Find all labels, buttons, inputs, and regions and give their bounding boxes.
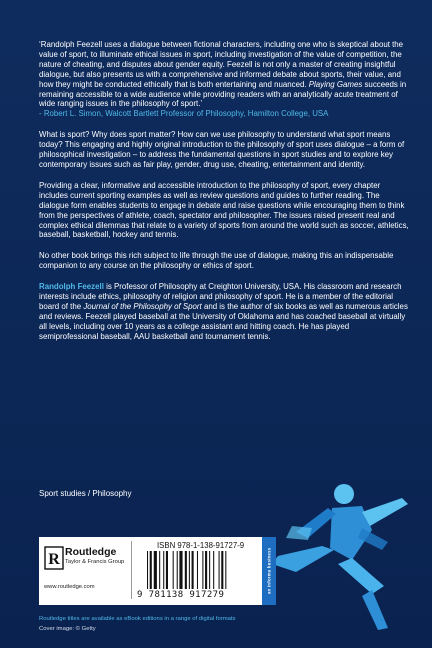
- publisher-group: Taylor & Francis Group: [65, 559, 125, 565]
- author-bio-text-2: and is the author of six books as well as numerous articles and reviews. Feezell played baseball at the University of Oklahoma and has coached baseball at virtually all levels, including over 10 years as a college assistant and hitting coach. He has played semiprofessional baseball, AAU basketball and tournament tennis.: [39, 301, 408, 341]
- svg-text:R: R: [48, 551, 60, 568]
- author-bio: [39, 282, 409, 341]
- journal-title: Journal of the Philosophy of Sport: [83, 301, 202, 311]
- barcode-bar: [221, 551, 223, 589]
- barcode-bar: [173, 551, 174, 589]
- description-paragraph-1: What is sport? Why does sport matter? How can we use philosophy to understand what sport means today? This engaging and highly original introduction to the philosophy of sport uses dialogue – a form of philosophical investigation – to address the fundamental questions in sport studies and to explore key contemporary issues such as fair play, gender, drug use, cheating, entertainment and identity.: [39, 130, 405, 169]
- barcode-bar: [154, 551, 157, 589]
- barcode-bar: [166, 551, 168, 589]
- quote-text-2: succeeds in remaining accessible to a wide audience while providing readers with an analytically acute treatment of wide ranging issues in the philosophy of sport.’: [39, 79, 407, 109]
- barcode-panel: [39, 537, 276, 605]
- informa-strip: an informa business: [262, 537, 276, 605]
- isbn-label: ISBN 978-1-138-91727-9: [157, 541, 245, 550]
- description-paragraph-2: Providing a clear, informative and accessible introduction to the philosophy of sport, every chapter includes current sporting examples as well as review questions and guides to further reading. The dialogue form enables students to engage in debate and raise questions while encouraging them to think from the perspectives of athlete, coach, spectator and philosopher. The issues raised present real and complex ethical dilemmas that relate to a variety of sports from around the world such as soccer, athletics, baseball, basketball, hockey and tennis.: [39, 180, 409, 240]
- barcode-bar: [219, 551, 220, 589]
- description-paragraph-3: No other book brings this rich subject to life through the use of dialogue, making this an indispensable companion to any course on the philosophy or ethics of sport.: [39, 251, 394, 271]
- ebook-notice: Routledge titles are available as eBook editions in a range of digital formats: [39, 616, 236, 622]
- routledge-logo-icon: [43, 545, 65, 571]
- barcode-bar: [189, 551, 190, 589]
- barcode-bar: [197, 551, 198, 589]
- barcode-bar: [159, 551, 160, 589]
- barcode-bar: [213, 551, 214, 589]
- barcode-digits: 9 781138 917279: [137, 590, 225, 600]
- quote-attribution: - Robert L. Simon, Walcott Bartlett Professor of Philosophy, Hamilton College, USA: [39, 109, 329, 119]
- barcode-bar: [177, 551, 178, 589]
- barcode-bar: [147, 551, 148, 589]
- cover-image-credit: Cover image: © Getty: [39, 626, 96, 632]
- publisher-name: Routledge: [65, 546, 117, 558]
- barcode-bar: [185, 551, 187, 589]
- barcode-bar: [150, 551, 152, 589]
- barcode-bar: [163, 551, 164, 589]
- author-bio-text-1: is Professor of Philosophy at Creighton University, USA. His classroom and research interests include ethics, philosophy of religion and philosophy of sport. He is a member of the editorial board of the: [39, 282, 402, 311]
- barcode-bar: [205, 551, 207, 589]
- barcode-bar: [225, 551, 226, 589]
- cover-text: [39, 40, 409, 353]
- publisher-url[interactable]: www.routledge.com: [44, 584, 95, 590]
- barcode-bar: [202, 551, 203, 589]
- subject-category: Sport studies / Philosophy: [39, 489, 132, 498]
- barcode: [147, 551, 255, 589]
- barcode-bar: [209, 551, 210, 589]
- barcode-bar: [192, 551, 194, 589]
- author-name: Randolph Feezell: [39, 282, 104, 292]
- quote-text-1: ‘Randolph Feezell uses a dialogue between fictional characters, including one who is skeptical about the value of sport, to illuminate ethical issues in sport, including investigation of the value of competition, the nature of cheating, and disputes about gender equity. Feezell is not only a master of creating insightful dialogue, but also presents us with a comprehensive and informed debate about sports, their value, and how they might be conducted ethically that is both entertaining and nuanced.: [39, 40, 404, 89]
- barcode-bar: [179, 551, 182, 589]
- quote-book-title: Playing Games: [308, 79, 363, 89]
- blurb-quote: [39, 40, 409, 119]
- panel-divider: [131, 541, 132, 599]
